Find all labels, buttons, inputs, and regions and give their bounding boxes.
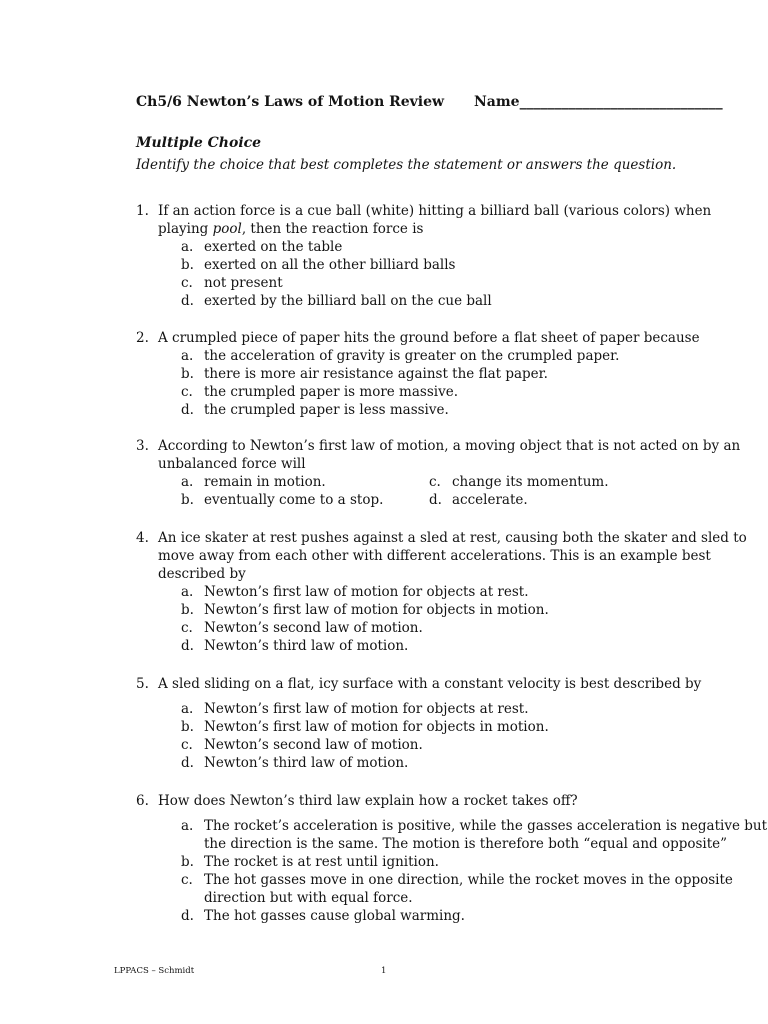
choice-text: the crumpled paper is more massive. [204, 384, 458, 400]
page-number: 1 [381, 966, 387, 976]
question-stem [158, 675, 736, 693]
question-number: 1. [136, 203, 149, 219]
question-1 [136, 202, 736, 310]
choice-letter: a. [181, 584, 194, 600]
question-stem-line: How does Newton’s third law explain how a rocket takes off? [158, 793, 578, 809]
choice-c[interactable] [181, 736, 736, 754]
choice-text: exerted by the billiard ball on the cue ball [204, 293, 492, 309]
choice-a[interactable] [181, 238, 736, 256]
question-stem [158, 202, 736, 238]
choice-c[interactable] [429, 473, 609, 491]
choice-text: The rocket is at rest until ignition. [204, 854, 439, 870]
choice-text: Newton’s second law of motion. [204, 737, 423, 753]
choice-b[interactable] [181, 601, 736, 619]
question-number: 2. [136, 330, 149, 346]
choice-letter: a. [181, 818, 194, 834]
choice-d[interactable] [181, 292, 736, 310]
question-number: 6. [136, 793, 149, 809]
choice-b[interactable] [181, 256, 736, 274]
choice-text: exerted on the table [204, 239, 343, 255]
choice-letter: a. [181, 701, 194, 717]
choice-text: Newton’s first law of motion for objects at rest. [204, 584, 529, 600]
choice-c[interactable] [181, 619, 736, 637]
choice-d[interactable] [181, 401, 736, 419]
choice-c[interactable] [181, 871, 736, 907]
choice-letter: d. [181, 755, 194, 771]
choice-letter: d. [181, 402, 194, 418]
choice-a[interactable] [181, 474, 326, 490]
question-3 [136, 437, 741, 509]
choice-text: the direction is the same. The motion is therefore both “equal and opposite” [204, 836, 728, 852]
choice-letter: b. [181, 257, 194, 273]
choice-text: Newton’s first law of motion for objects at rest. [204, 701, 529, 717]
question-stem [158, 529, 747, 583]
choice-d[interactable] [181, 754, 736, 772]
choice-letter: d. [181, 908, 194, 924]
choice-text: Newton’s third law of motion. [204, 638, 409, 654]
choice-a[interactable] [181, 817, 768, 853]
choice-text: there is more air resistance against the flat paper. [204, 366, 548, 382]
choice-d[interactable] [181, 907, 736, 925]
choice-row [181, 473, 736, 491]
choice-letter: b. [181, 719, 194, 735]
choice-letter: b. [181, 854, 194, 870]
section-title: Multiple Choice [136, 135, 262, 151]
choice-text: Newton’s second law of motion. [204, 620, 423, 636]
choice-b[interactable] [181, 853, 736, 871]
choice-text: The hot gasses cause global warming. [204, 908, 465, 924]
choice-letter: a. [181, 474, 194, 490]
question-6 [136, 792, 768, 925]
choice-letter: d. [181, 638, 194, 654]
choice-letter: b. [181, 602, 194, 618]
choice-text: the acceleration of gravity is greater on the crumpled paper. [204, 348, 620, 364]
choice-letter: c. [181, 620, 193, 636]
question-stem-line: An ice skater at rest pushes against a sled at rest, causing both the skater and sled to [158, 530, 747, 546]
question-stem-line: described by [158, 566, 246, 582]
choice-text: Newton’s first law of motion for objects in motion. [204, 719, 549, 735]
choice-letter: c. [181, 737, 193, 753]
choice-letter: a. [181, 348, 194, 364]
choice-letter: c. [181, 872, 193, 888]
choice-letter: b. [181, 366, 194, 382]
choice-text: direction but with equal force. [204, 890, 413, 906]
choice-b[interactable] [181, 365, 736, 383]
question-stem-line: move away from each other with different accelerations. This is an example best [158, 548, 711, 564]
choice-letter: c. [429, 474, 441, 490]
choice-a[interactable] [181, 700, 736, 718]
question-stem [158, 437, 741, 473]
choice-letter: c. [181, 275, 193, 291]
choice-text: The hot gasses move in one direction, while the rocket moves in the opposite [204, 872, 733, 888]
choice-text: Newton’s third law of motion. [204, 755, 409, 771]
choice-b[interactable] [181, 718, 736, 736]
question-number: 4. [136, 530, 149, 546]
question-5 [136, 675, 736, 772]
choice-d[interactable] [429, 491, 528, 509]
choice-text: accelerate. [452, 492, 528, 508]
choice-a[interactable] [181, 583, 736, 601]
choice-text: The rocket’s acceleration is positive, while the gasses acceleration is negative but [204, 818, 768, 834]
choice-text: remain in motion. [204, 474, 326, 490]
choice-letter: d. [429, 492, 442, 508]
question-stem-line: unbalanced force will [158, 456, 306, 472]
question-number: 3. [136, 438, 149, 454]
question-stem-line: A sled sliding on a flat, icy surface with a constant velocity is best described by [158, 676, 702, 692]
choice-text: eventually come to a stop. [204, 492, 384, 508]
choice-letter: b. [181, 492, 194, 508]
question-stem [158, 329, 736, 347]
choice-b[interactable] [181, 492, 383, 508]
choice-c[interactable] [181, 383, 736, 401]
question-stem [158, 792, 736, 810]
name-field-label: Name_____________________________ [474, 94, 723, 110]
choice-letter: c. [181, 384, 193, 400]
choice-letter: d. [181, 293, 194, 309]
choice-letter: a. [181, 239, 194, 255]
choice-d[interactable] [181, 637, 736, 655]
question-number: 5. [136, 676, 149, 692]
choice-c[interactable] [181, 274, 736, 292]
question-2 [136, 329, 736, 419]
question-stem-line: playing pool, then the reaction force is [158, 221, 424, 237]
footer-author: LPPACS – Schmidt [114, 966, 195, 976]
choice-text: exerted on all the other billiard balls [204, 257, 456, 273]
choice-a[interactable] [181, 347, 736, 365]
page-title: Ch5/6 Newton’s Laws of Motion Review [136, 94, 445, 110]
choice-text: Newton’s first law of motion for objects in motion. [204, 602, 549, 618]
choice-text: change its momentum. [452, 474, 609, 490]
choice-row [181, 491, 736, 509]
question-4 [136, 529, 747, 655]
choice-text: not present [204, 275, 283, 291]
section-instructions: Identify the choice that best completes the statement or answers the question. [136, 157, 677, 173]
question-stem-line: According to Newton’s first law of motion, a moving object that is not acted on by an [158, 438, 741, 454]
choice-text: the crumpled paper is less massive. [204, 402, 449, 418]
question-stem-line: If an action force is a cue ball (white) hitting a billiard ball (various colors) when [158, 203, 712, 219]
question-stem-line: A crumpled piece of paper hits the ground before a flat sheet of paper because [158, 330, 700, 346]
